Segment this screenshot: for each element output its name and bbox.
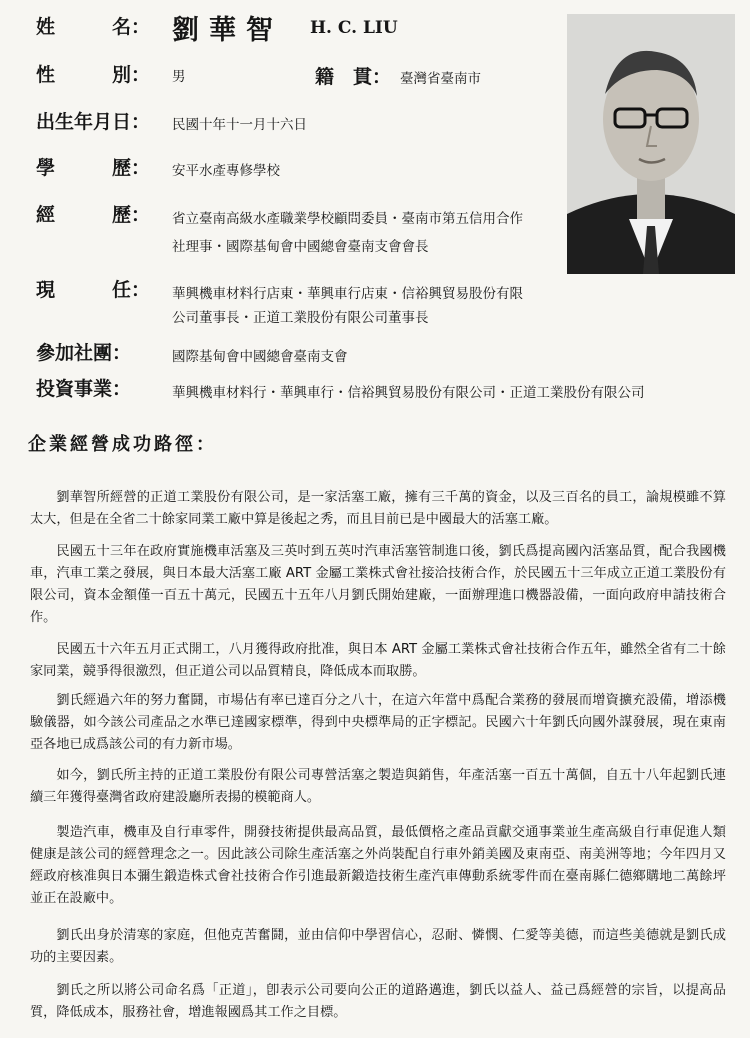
education-value: 安平水產專修學校 <box>172 163 280 179</box>
paragraph-6: 製造汽車，機車及自行車零件，開發技術提供最高品質，最低價格之產品貢獻交通事業並生產高級自行車促進人類健康是該公司的經營理念之一。因此該公司除生產活塞之外尚裝配自行車外銷美國及東南亞、南美洲等地；今年四月又經政府核准與日本彌生鍛造株式會社技術合作引進最新鍛造技術生產汽車傳動系統零件而在臺南縣仁德鄉購地二萬餘坪並正在設廠中。 <box>30 825 726 906</box>
gender-value: 男 <box>172 69 186 85</box>
name-value: 劉華智 <box>172 15 283 46</box>
investment-value: 華興機車材料行・華興車行・信裕興貿易股份有限公司・正道工業股份有限公司 <box>172 385 645 401</box>
paragraph-5: 如今，劉氏所主持的正道工業股份有限公司專營活塞之製造與銷售，年產活塞一百五十萬個，自五十八年起劉氏連續三年獲得臺灣省政府建設廳所表揚的模範商人。 <box>30 768 726 805</box>
society-label: 參加社團： <box>36 342 132 364</box>
portrait-image <box>567 14 735 274</box>
investment-label: 投資事業： <box>36 378 132 400</box>
current-position-line-2: 公司董事長・正道工業股份有限公司董事長 <box>172 310 429 326</box>
origin-value: 臺灣省臺南市 <box>400 71 481 87</box>
origin-label: 籍 貫： <box>315 66 392 88</box>
paragraph-4: 劉氏經過六年的努力奮鬪，市場佔有率已達百分之八十，在這六年當中爲配合業務的發展而增資擴充設備，增添機驗儀器，如今該公司產品之水準已達國家標準，得到中央標準局的正字標記。民國六十年劉氏向國外謀發展，現在東南亞各地已成爲該公司的有力新市場。 <box>30 693 726 752</box>
paragraph-2: 民國五十三年在政府實施機車活塞及三英吋到五英吋汽車活塞管制進口後，劉氏爲提高國內活塞品質，配合我國機車，汽車工業之發展，與日本最大活塞工廠 ART 金屬工業株式會社接洽技術合作，於民國五十三年成立正道工業股份有限公司，資本金額僅一百五十萬元，民國五十五年八月劉氏開始建廠，一面辦理進口機器設備，一面向政府申請技術合作。 <box>30 544 726 625</box>
paragraph-8: 劉氏之所以將公司命名爲「正道」，卽表示公司要向公正的道路邁進，劉氏以益人、益己爲經營的宗旨，以提高品質，降低成本，服務社會，增進報國爲其工作之目標。 <box>30 983 726 1020</box>
portrait-photo <box>567 14 735 274</box>
current-position-label: 現 任： <box>36 279 151 301</box>
education-label: 學 歷： <box>36 157 151 179</box>
paragraph-3: 民國五十六年五月正式開工，八月獲得政府批准，與日本 ART 金屬工業株式會社技術合作五年，雖然全省有二十餘家同業，競爭得很激烈，但正道公司以品質精良，降低成本而取勝。 <box>30 642 726 679</box>
current-position-line-1: 華興機車材料行店東・華興車行店東・信裕興貿易股份有限 <box>172 286 523 302</box>
name-english: H. C. LIU <box>310 18 398 38</box>
birth-value: 民國十年十一月十六日 <box>172 117 307 133</box>
paragraph-1: 劉華智所經營的正道工業股份有限公司，是一家活塞工廠，擁有三千萬的資金，以及三百名的員工，論規模雖不算太大，但是在全省二十餘家同業工廠中算是後起之秀，而且目前已是中國最大的活塞工廠。 <box>30 490 726 527</box>
paragraph-7: 劉氏出身於清寒的家庭，但他克苦奮鬪，並由信仰中學習信心，忍耐、憐憫、仁愛等美德，而這些美德就是劉氏成功的主要因素。 <box>30 928 726 965</box>
section-title: 企業經營成功路徑： <box>28 434 217 455</box>
name-label: 姓 名： <box>36 16 151 38</box>
society-value: 國際基甸會中國總會臺南支會 <box>172 349 348 365</box>
experience-line-1: 省立臺南高級水產職業學校顧問委員・臺南市第五信用合作 <box>172 211 523 227</box>
gender-label: 性 別： <box>36 64 151 86</box>
experience-line-2: 社理事・國際基甸會中國總會臺南支會會長 <box>172 239 429 255</box>
experience-label: 經 歷： <box>36 204 151 226</box>
birth-label: 出生年月日： <box>36 111 151 133</box>
